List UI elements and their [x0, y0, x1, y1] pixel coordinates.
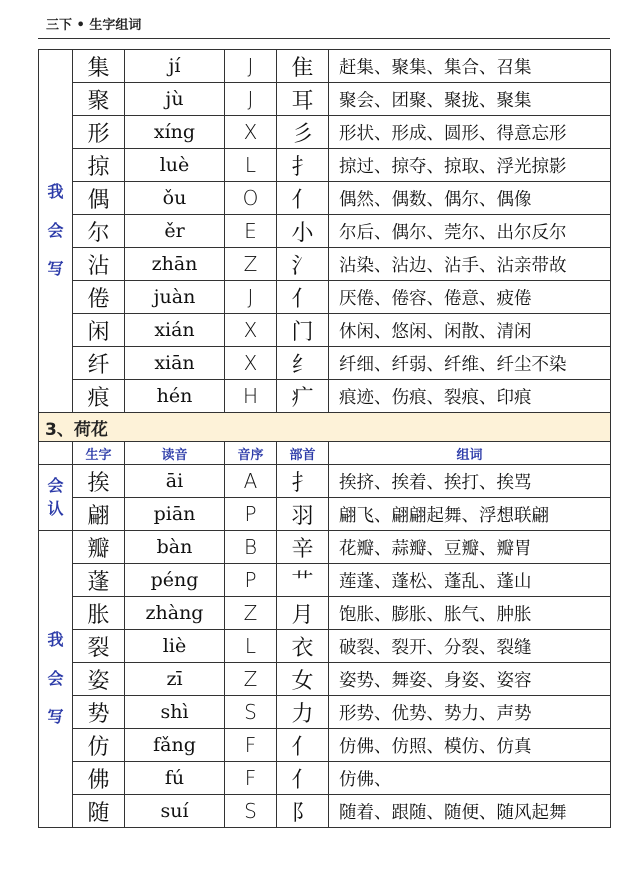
radical-cell: 彡 [277, 116, 329, 149]
order-letter-cell: F [225, 762, 277, 795]
table-row [39, 50, 611, 83]
order-letter-cell: J [225, 281, 277, 314]
character-cell: 佛 [73, 762, 125, 795]
words-cell: 饱胀、膨胀、胀气、肿胀 [329, 597, 611, 630]
order-letter-cell: J [225, 83, 277, 116]
order-letter-cell: P [225, 564, 277, 597]
character-cell: 势 [73, 696, 125, 729]
character-cell: 倦 [73, 281, 125, 314]
words-cell: 花瓣、蒜瓣、豆瓣、瓣胃 [329, 531, 611, 564]
radical-cell: 女 [277, 663, 329, 696]
radical-cell: 羽 [277, 498, 329, 531]
radical-cell: 扌 [277, 465, 329, 498]
radical-cell: 亻 [277, 729, 329, 762]
table-row [39, 314, 611, 347]
radical-cell: 阝 [277, 795, 329, 828]
side-label-write [39, 531, 73, 828]
pinyin-cell: piān [125, 498, 225, 531]
pinyin-cell: fú [125, 762, 225, 795]
words-cell: 形状、形成、圆形、得意忘形 [329, 116, 611, 149]
column-header-cell [277, 442, 329, 465]
order-letter-cell: F [225, 729, 277, 762]
side-label-recognize [39, 465, 73, 531]
table-row [39, 347, 611, 380]
order-letter-cell: L [225, 630, 277, 663]
words-cell: 莲蓬、蓬松、蓬乱、蓬山 [329, 564, 611, 597]
table-row [39, 696, 611, 729]
pinyin-cell: āi [125, 465, 225, 498]
character-cell: 聚 [73, 83, 125, 116]
table-row [39, 498, 611, 531]
side-label-char: 会 [47, 668, 64, 688]
radical-cell: 艹 [277, 564, 329, 597]
pinyin-cell: xíng [125, 116, 225, 149]
words-cell: 翩飞、翩翩起舞、浮想联翩 [329, 498, 611, 531]
table-row [39, 248, 611, 281]
side-label-char: 认 [47, 498, 64, 518]
order-letter-cell: E [225, 215, 277, 248]
character-cell: 纤 [73, 347, 125, 380]
side-label-char: 写 [47, 259, 64, 279]
radical-cell: 耳 [277, 83, 329, 116]
words-cell: 破裂、裂开、分裂、裂缝 [329, 630, 611, 663]
words-cell: 仿佛、 [329, 762, 611, 795]
character-cell: 胀 [73, 597, 125, 630]
table-row [39, 564, 611, 597]
words-cell: 沾染、沾边、沾手、沾亲带故 [329, 248, 611, 281]
radical-cell: 扌 [277, 149, 329, 182]
character-cell: 裂 [73, 630, 125, 663]
column-header-cell [73, 442, 125, 465]
character-cell: 瓣 [73, 531, 125, 564]
column-header-order: 音序 [237, 447, 264, 463]
table-row [39, 795, 611, 828]
character-cell: 偶 [73, 182, 125, 215]
table-row [39, 182, 611, 215]
column-header-cell [125, 442, 225, 465]
character-cell: 挨 [73, 465, 125, 498]
table-row [39, 597, 611, 630]
side-label-char: 我 [47, 629, 64, 649]
character-cell: 掠 [73, 149, 125, 182]
table-row [39, 630, 611, 663]
table-row [39, 215, 611, 248]
character-cell: 翩 [73, 498, 125, 531]
words-cell: 掠过、掠夺、掠取、浮光掠影 [329, 149, 611, 182]
words-cell: 挨挤、挨着、挨打、挨骂 [329, 465, 611, 498]
lesson-title-row [39, 413, 611, 442]
order-letter-cell: Z [225, 248, 277, 281]
column-header-blank [39, 442, 73, 465]
table-row [39, 149, 611, 182]
order-letter-cell: X [225, 116, 277, 149]
order-letter-cell: H [225, 380, 277, 413]
pinyin-cell: hén [125, 380, 225, 413]
pinyin-cell: ěr [125, 215, 225, 248]
order-letter-cell: L [225, 149, 277, 182]
character-cell: 沾 [73, 248, 125, 281]
pinyin-cell: ǒu [125, 182, 225, 215]
column-header-char: 生字 [85, 447, 112, 463]
order-letter-cell: O [225, 182, 277, 215]
pinyin-cell: zī [125, 663, 225, 696]
character-cell: 随 [73, 795, 125, 828]
order-letter-cell: Z [225, 663, 277, 696]
character-cell: 蓬 [73, 564, 125, 597]
pinyin-cell: péng [125, 564, 225, 597]
radical-cell: 力 [277, 696, 329, 729]
pinyin-cell: zhàng [125, 597, 225, 630]
column-header-pinyin: 读音 [161, 447, 188, 463]
table-row [39, 663, 611, 696]
words-cell: 厌倦、倦容、倦意、疲倦 [329, 281, 611, 314]
radical-cell: 衣 [277, 630, 329, 663]
side-label-char: 会 [47, 475, 64, 495]
words-cell: 随着、跟随、随便、随风起舞 [329, 795, 611, 828]
radical-cell: 疒 [277, 380, 329, 413]
order-letter-cell: S [225, 696, 277, 729]
lesson-title: 3、荷花 [39, 413, 611, 442]
words-cell: 纤细、纤弱、纤维、纤尘不染 [329, 347, 611, 380]
table-row [39, 116, 611, 149]
words-cell: 形势、优势、势力、声势 [329, 696, 611, 729]
column-header-cell [329, 442, 611, 465]
side-label-write [39, 50, 73, 413]
words-cell: 偶然、偶数、偶尔、偶像 [329, 182, 611, 215]
words-cell: 尔后、偶尔、莞尔、出尔反尔 [329, 215, 611, 248]
pinyin-cell: liè [125, 630, 225, 663]
table-row [39, 762, 611, 795]
side-label-char: 我 [47, 181, 64, 201]
order-letter-cell: Z [225, 597, 277, 630]
radical-cell: 小 [277, 215, 329, 248]
column-header-radical: 部首 [289, 447, 316, 463]
pinyin-cell: xián [125, 314, 225, 347]
radical-cell: 纟 [277, 347, 329, 380]
words-cell: 仿佛、仿照、模仿、仿真 [329, 729, 611, 762]
character-cell: 闲 [73, 314, 125, 347]
words-cell: 姿势、舞姿、身姿、姿容 [329, 663, 611, 696]
table-row [39, 380, 611, 413]
header-divider [38, 38, 610, 39]
radical-cell: 月 [277, 597, 329, 630]
table-row [39, 531, 611, 564]
order-letter-cell: J [225, 50, 277, 83]
words-cell: 痕迹、伤痕、裂痕、印痕 [329, 380, 611, 413]
character-cell: 仿 [73, 729, 125, 762]
character-cell: 尔 [73, 215, 125, 248]
pinyin-cell: jù [125, 83, 225, 116]
character-cell: 姿 [73, 663, 125, 696]
table-row [39, 729, 611, 762]
radical-cell: 亻 [277, 182, 329, 215]
radical-cell: 辛 [277, 531, 329, 564]
column-header-cell [225, 442, 277, 465]
character-cell: 集 [73, 50, 125, 83]
column-header-row [39, 442, 611, 465]
radical-cell: 门 [277, 314, 329, 347]
radical-cell: 亻 [277, 762, 329, 795]
pinyin-cell: fǎng [125, 729, 225, 762]
words-cell: 赶集、聚集、集合、召集 [329, 50, 611, 83]
pinyin-cell: luè [125, 149, 225, 182]
character-cell: 痕 [73, 380, 125, 413]
character-cell: 形 [73, 116, 125, 149]
order-letter-cell: A [225, 465, 277, 498]
pinyin-cell: suí [125, 795, 225, 828]
pinyin-cell: zhān [125, 248, 225, 281]
pinyin-cell: bàn [125, 531, 225, 564]
page-header: 三下 • 生字组词 [46, 18, 142, 33]
order-letter-cell: S [225, 795, 277, 828]
pinyin-cell: shì [125, 696, 225, 729]
pinyin-cell: xiān [125, 347, 225, 380]
order-letter-cell: P [225, 498, 277, 531]
table-row [39, 281, 611, 314]
side-label-char: 会 [47, 220, 64, 240]
order-letter-cell: X [225, 347, 277, 380]
radical-cell: 隹 [277, 50, 329, 83]
pinyin-cell: jí [125, 50, 225, 83]
side-label-char: 写 [47, 707, 64, 727]
radical-cell: 亻 [277, 281, 329, 314]
order-letter-cell: B [225, 531, 277, 564]
vocabulary-table [38, 49, 611, 828]
table-row [39, 465, 611, 498]
pinyin-cell: juàn [125, 281, 225, 314]
table-row [39, 83, 611, 116]
radical-cell: 氵 [277, 248, 329, 281]
column-header-words: 组词 [456, 447, 483, 463]
order-letter-cell: X [225, 314, 277, 347]
words-cell: 休闲、悠闲、闲散、清闲 [329, 314, 611, 347]
words-cell: 聚会、团聚、聚拢、聚集 [329, 83, 611, 116]
